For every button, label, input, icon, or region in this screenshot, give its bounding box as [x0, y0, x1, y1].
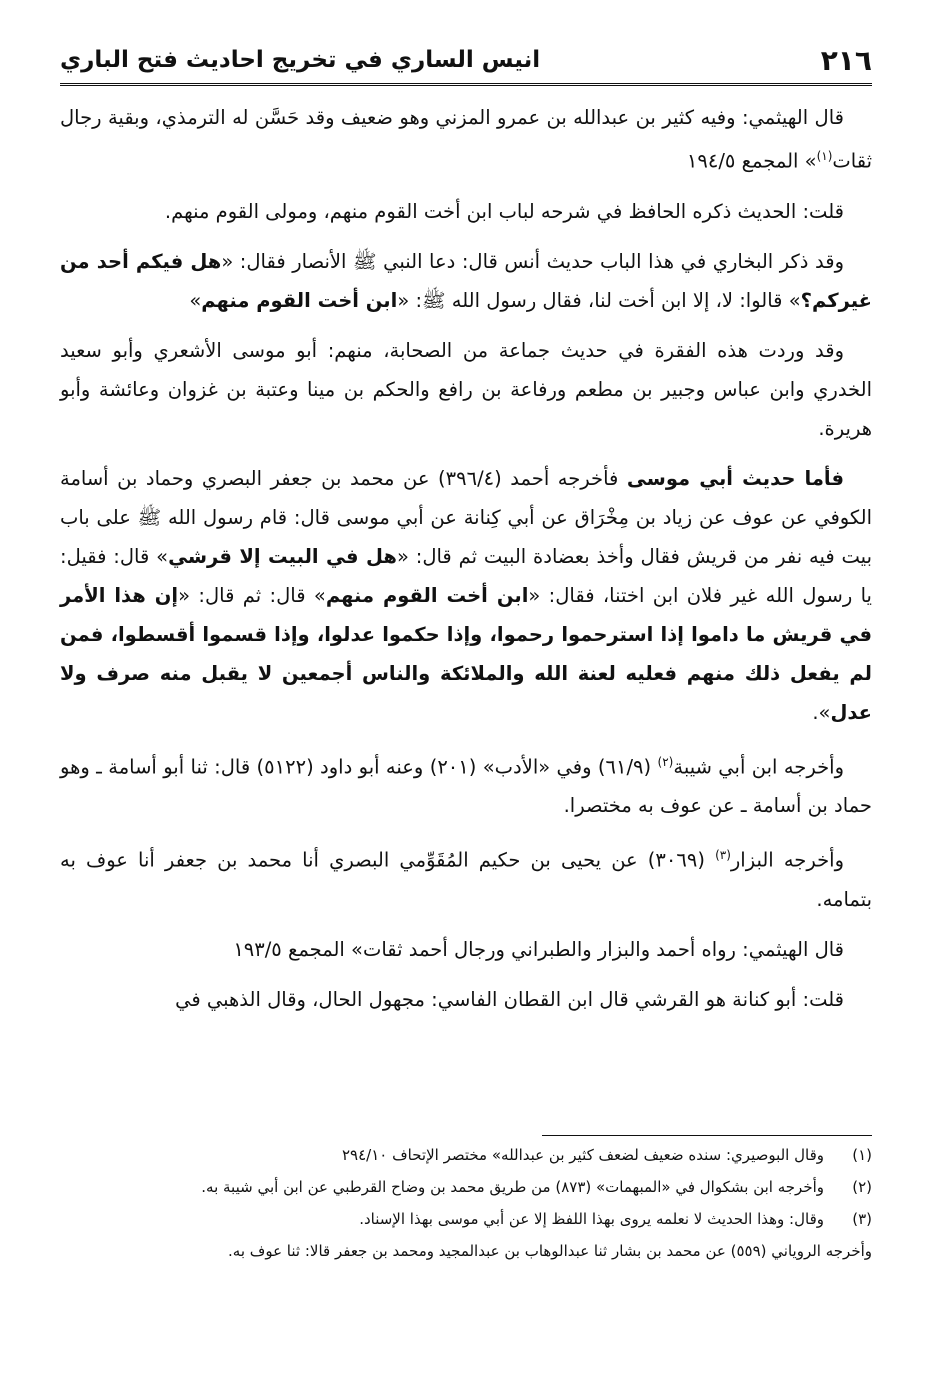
text-run: (٦١/٩) وفي «الأدب» (٢٠١) وعنه أبو داود (٥١٢٢) قال: ثنا أبو أسامة ـ وهو حماد بن أسامة ـ عن عوف به مختصرا. [60, 755, 872, 817]
footnote [60, 1204, 872, 1234]
bold-text: إن هذا الأمر في قريش ما داموا إذا استرحموا رحموا، وإذا حكموا عدلوا، وإذا قسموا أقسطوا، فمن لم يفعل ذلك منهم فعليه لعنة الله والملائكة والناس أجمعين لا يقبل منه صرف ولا عدل [60, 583, 872, 724]
page-number: ٢١٦ [820, 43, 872, 77]
footnote-text: وقال البوصيري: سنده ضعيف لضعف كثير بن عبدالله» مختصر الإتحاف ٢٩٤/١٠ [341, 1146, 824, 1164]
footnote-ref: (٣) [715, 848, 731, 862]
bold-text: هل فيكم أحد من غيركم؟ [60, 249, 872, 312]
text-run: (٣٠٦٩) عن يحيى بن حكيم المُقَوِّمي البصري أنا محمد بن جعفر أنا عوف به بتمامه. [60, 848, 872, 911]
running-title: انيس الساري في تخريج احاديث فتح الباري [60, 47, 541, 73]
footnote-rule [542, 1135, 872, 1136]
footnote-text: وقال: وهذا الحديث لا نعلمه يروى بهذا اللفظ إلا عن أبي موسى بهذا الإسناد. [359, 1210, 824, 1228]
text-run: قال الهيثمي: وفيه كثير بن عبدالله بن عمرو المزني وهو ضعيف وقد حَسَّن له الترمذي، وبقية رجال ثقات [60, 106, 872, 173]
bold-text: ابن أخت القوم منهم [325, 583, 529, 607]
paragraph [60, 98, 872, 181]
footnote-number: (٣) [852, 1210, 872, 1228]
footnote [60, 1172, 872, 1202]
text-run: قلت: أبو كنانة هو القرشي قال ابن القطان الفاسي: مجهول الحال، وقال الذهبي في [175, 987, 844, 1011]
text-run: » قال: فقيل: يا رسول الله غير فلان ابن اختنا، فقال: « [60, 544, 872, 607]
text-run: قلت: الحديث ذكره الحافظ في شرحه لباب ابن أخت القوم منهم، ومولى القوم منهم. [164, 199, 844, 223]
text-run: قال الهيثمي: رواه أحمد والبزار والطبراني ورجال أحمد ثقات» المجمع ١٩٣/٥ [233, 937, 844, 961]
text-run: » قالوا: لا، إلا ابن أخت لنا، فقال رسول الله ﷺ: « [397, 288, 801, 312]
main-text [60, 98, 872, 1030]
footnote-continuation: وأخرجه الروياني (٥٥٩) عن محمد بن بشار ثنا عبدالوهاب بن عبدالمجيد ومحمد بن جعفر قالا: ثنا عوف به. [228, 1242, 872, 1260]
bold-text: هل في البيت إلا قرشي [168, 544, 397, 568]
footnote-number: (١) [852, 1146, 872, 1164]
header-rule [60, 83, 872, 86]
footnote-number: (٢) [852, 1178, 872, 1196]
paragraph [60, 459, 872, 732]
paragraph [60, 743, 872, 826]
footnote-ref: (١) [816, 149, 833, 163]
bold-text: فأما حديث أبي موسى [626, 466, 844, 490]
footnote-text: وأخرجه ابن بشكوال في «المبهمات» (٨٧٣) من طريق محمد بن وضاح القرطبي عن ابن أبي شيبة به. [201, 1178, 824, 1196]
paragraph [60, 836, 872, 919]
text-run: وقد وردت هذه الفقرة في حديث جماعة من الصحابة، منهم: أبو موسى الأشعري وأبو سعيد الخدري وابن عباس وجبير بن مطعم ورفاعة بن رافع والحكم بن مينا وعتبة بن غزوان وعائشة وأبو هريرة. [60, 338, 872, 440]
footnote-ref: (٢) [657, 754, 674, 769]
footnote [60, 1140, 872, 1170]
paragraph [60, 930, 872, 969]
text-run: ». [812, 700, 831, 724]
text-run: » [189, 288, 202, 312]
text-run: وأخرجه ابن أبي شيبة [673, 755, 845, 778]
paragraph [60, 980, 872, 1019]
text-run: فأخرجه أحمد (٣٩٦/٤) عن محمد بن جعفر البصري وحماد بن أسامة الكوفي عن عوف عن زياد بن مِخْرَاق عن أبي كِنانة عن أبي موسى قال: قام رسول الله ﷺ على باب بيت فيه نفر من قريش فقال وأخذ بعضادة البيت ثم قال: « [60, 466, 872, 568]
book-page [60, 0, 872, 1384]
text-run: » المجمع ١٩٤/٥ [686, 149, 817, 173]
paragraph [60, 242, 872, 320]
page-header [60, 40, 872, 80]
text-run: وقد ذكر البخاري في هذا الباب حديث أنس قال: دعا النبي ﷺ الأنصار فقال: « [221, 249, 844, 273]
text-run: وأخرجه البزار [730, 848, 844, 872]
text-run: » قال: ثم قال: « [178, 583, 326, 607]
paragraph [60, 331, 872, 448]
paragraph [60, 192, 872, 231]
footnotes [60, 1140, 872, 1266]
bold-text: ابن أخت القوم منهم [201, 288, 398, 312]
